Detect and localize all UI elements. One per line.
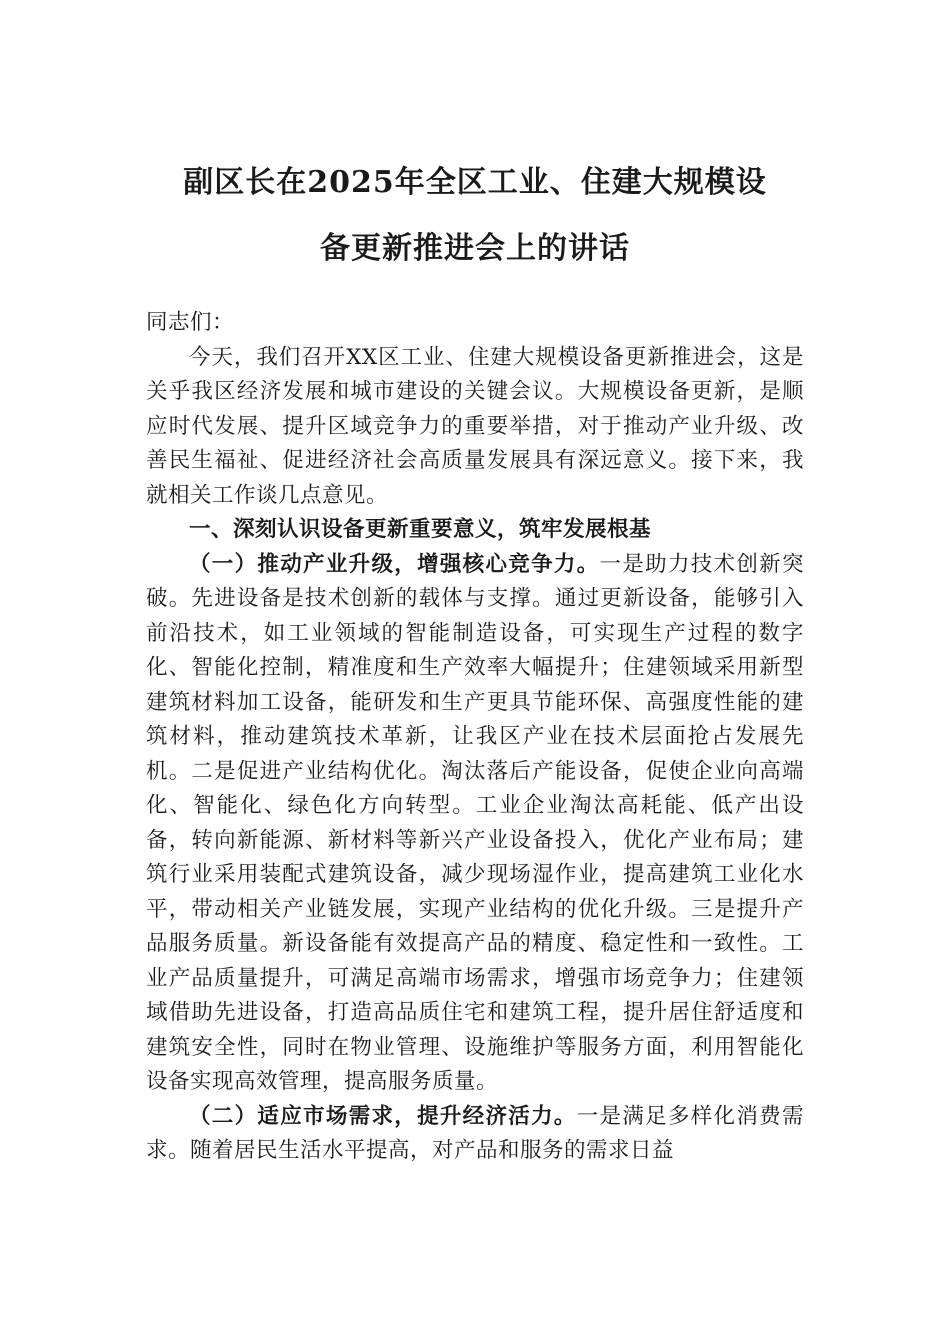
document-title: [146, 150, 804, 282]
paragraph-2: [146, 1100, 804, 1169]
section-heading-1: 一、深刻认识设备更新重要意义，筑牢发展根基: [189, 517, 652, 542]
document-page: [146, 150, 804, 1169]
paragraph-1: [146, 548, 804, 1100]
title-line-1: 副区长在2025年全区工业、住建大规模设: [183, 165, 767, 200]
paragraph-1-heading: （一）推动产业升级，增强核心竞争力。: [189, 551, 600, 577]
title-line-2: 备更新推进会上的讲话: [320, 231, 630, 266]
paragraph-2-heading: （二）适应市场需求，提升经济活力。: [189, 1103, 577, 1129]
salutation: 同志们：: [146, 310, 235, 335]
paragraph-1-body: 一是助力技术创新突破。先进设备是技术创新的载体与支撑。通过更新设备，能够引入前沿技术，如工业领域的智能制造设备，可实现生产过程的数字化、智能化控制，精准度和生产效率大幅提升；住建领域采用新型建筑材料加工设备，能研发和生产更具节能环保、高强度性能的建筑材料，推动建筑技术革新，让我区产业在技术层面抢占发展先机。二是促进产业结构优化。淘汰落后产能设备，促使企业向高端化、智能化、绿色化方向转型。工业企业淘汰高耗能、低产出设备，转向新能源、新材料等新兴产业设备投入，优化产业布局；建筑行业采用装配式建筑设备，减少现场湿作业，提高建筑工业化水平，带动相关产业链发展，实现产业结构的优化升级。三是提升产品服务质量。新设备能有效提高产品的精度、稳定性和一致性。工业产品质量提升，可满足高端市场需求，增强市场竞争力；住建领域借助先进设备，打造高品质住宅和建筑工程，提升居住舒适度和建筑安全性，同时在物业管理、设施维护等服务方面，利用智能化设备实现高效管理，提高服务质量。: [146, 551, 804, 1094]
intro-paragraph: 今天，我们召开XX区工业、住建大规模设备更新推进会，这是关乎我区经济发展和城市建设的关键会议。大规模设备更新，是顺应时代发展、提升区域竞争力的重要举措，对于推动产业升级、改善民生福祉、促进经济社会高质量发展具有深远意义。接下来，我就相关工作谈几点意见。: [146, 344, 804, 508]
paragraph-2-body: 一是满足多样化消费需求。随着居民生活水平提高，对产品和服务的需求日益: [146, 1103, 804, 1163]
